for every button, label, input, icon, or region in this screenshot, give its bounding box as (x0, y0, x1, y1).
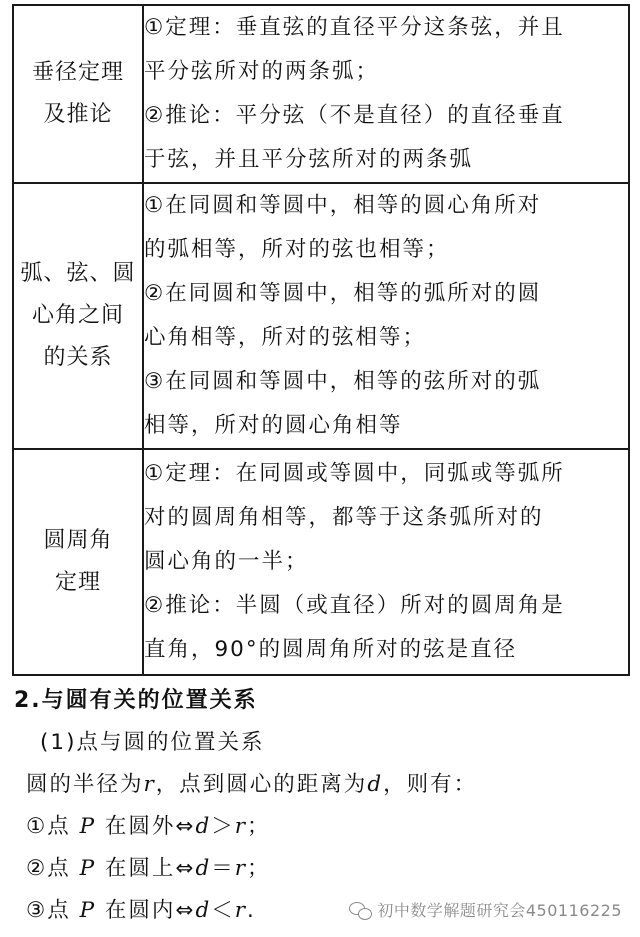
position-relation-section (14, 680, 630, 932)
var-r: r (234, 856, 247, 881)
table-row (13, 183, 629, 449)
row-content-cell (143, 183, 629, 449)
intro-text: ，则有： (383, 772, 478, 797)
section-subtitle: (1)点与圆的位置关系 (40, 730, 265, 755)
content-line: ②推论：平分弦（不是直径）的直径垂直 (144, 103, 565, 128)
content-line: ①定理：垂直弦的直径平分这条弦，并且 (144, 15, 565, 40)
content-line: 相等，所对的圆心角相等 (144, 413, 403, 438)
row-label: 弧、弦、圆 心角之间 的关系 (20, 261, 136, 370)
theorem-table (12, 4, 630, 676)
row-content-cell (143, 449, 629, 675)
case-line (14, 848, 630, 890)
var-d: d (367, 772, 384, 797)
case-mid: 在圆上⇔ (96, 856, 196, 881)
content-line: ①在同圆和等圆中，相等的圆心角所对 (144, 193, 542, 218)
var-d: d (195, 856, 212, 881)
relation-symbol: ＝ (211, 856, 235, 881)
var-d: d (195, 898, 212, 923)
case-end: ； (247, 856, 271, 881)
row-label-cell (13, 183, 143, 449)
content-line: 圆心角的一半； (144, 549, 309, 574)
content-line: ②在同圆和等圆中，相等的弧所对的圆 (144, 281, 542, 306)
case-end: ； (247, 814, 271, 839)
row-label: 垂径定理 及推论 (31, 60, 124, 127)
watermark-text: 初中数学解题研究会450116225 (377, 901, 622, 920)
var-p: P (79, 856, 97, 881)
case-prefix: ①点 (26, 814, 80, 839)
relation-symbol: ＜ (211, 898, 235, 923)
table-row (13, 5, 629, 183)
var-r: r (234, 898, 247, 923)
content-line: 平分弦所对的两条弧； (144, 59, 380, 84)
var-r: r (234, 814, 247, 839)
row-label-cell (13, 449, 143, 675)
var-d: d (195, 814, 212, 839)
section-title: 2.与圆有关的位置关系 (14, 688, 258, 713)
row-content-cell (143, 5, 629, 183)
content-line: 于弦，并且平分弦所对的两条弧 (144, 147, 474, 172)
table-row (13, 449, 629, 675)
content-line: ②推论：半圆（或直径）所对的圆周角是 (144, 593, 565, 618)
relation-symbol: ＞ (211, 814, 235, 839)
content-line: 的弧相等，所对的弦也相等； (144, 237, 450, 262)
row-label-cell (13, 5, 143, 183)
case-end: . (247, 898, 256, 923)
var-r: r (143, 772, 156, 797)
var-p: P (79, 814, 97, 839)
var-p: P (79, 898, 97, 923)
content-line: 对的圆周角相等，都等于这条弧所对的 (144, 505, 544, 530)
case-mid: 在圆外⇔ (96, 814, 196, 839)
intro-text: ，点到圆心的距离为 (155, 772, 368, 797)
watermark (345, 896, 626, 923)
case-mid: 在圆内⇔ (96, 898, 196, 923)
content-line: 直角，90°的圆周角所对的弦是直径 (144, 637, 518, 662)
case-line (14, 806, 630, 848)
section-intro (14, 764, 630, 806)
wechat-icon (349, 901, 371, 919)
intro-text: 圆的半径为 (26, 772, 144, 797)
content-line: ③在同圆和等圆中，相等的弦所对的弧 (144, 369, 542, 394)
case-prefix: ③点 (26, 898, 80, 923)
content-line: ①定理：在同圆或等圆中，同弧或等弧所 (144, 461, 565, 486)
content-line: 心角相等，所对的弦相等； (144, 325, 427, 350)
case-prefix: ②点 (26, 856, 80, 881)
row-label: 圆周角 定理 (43, 528, 113, 595)
